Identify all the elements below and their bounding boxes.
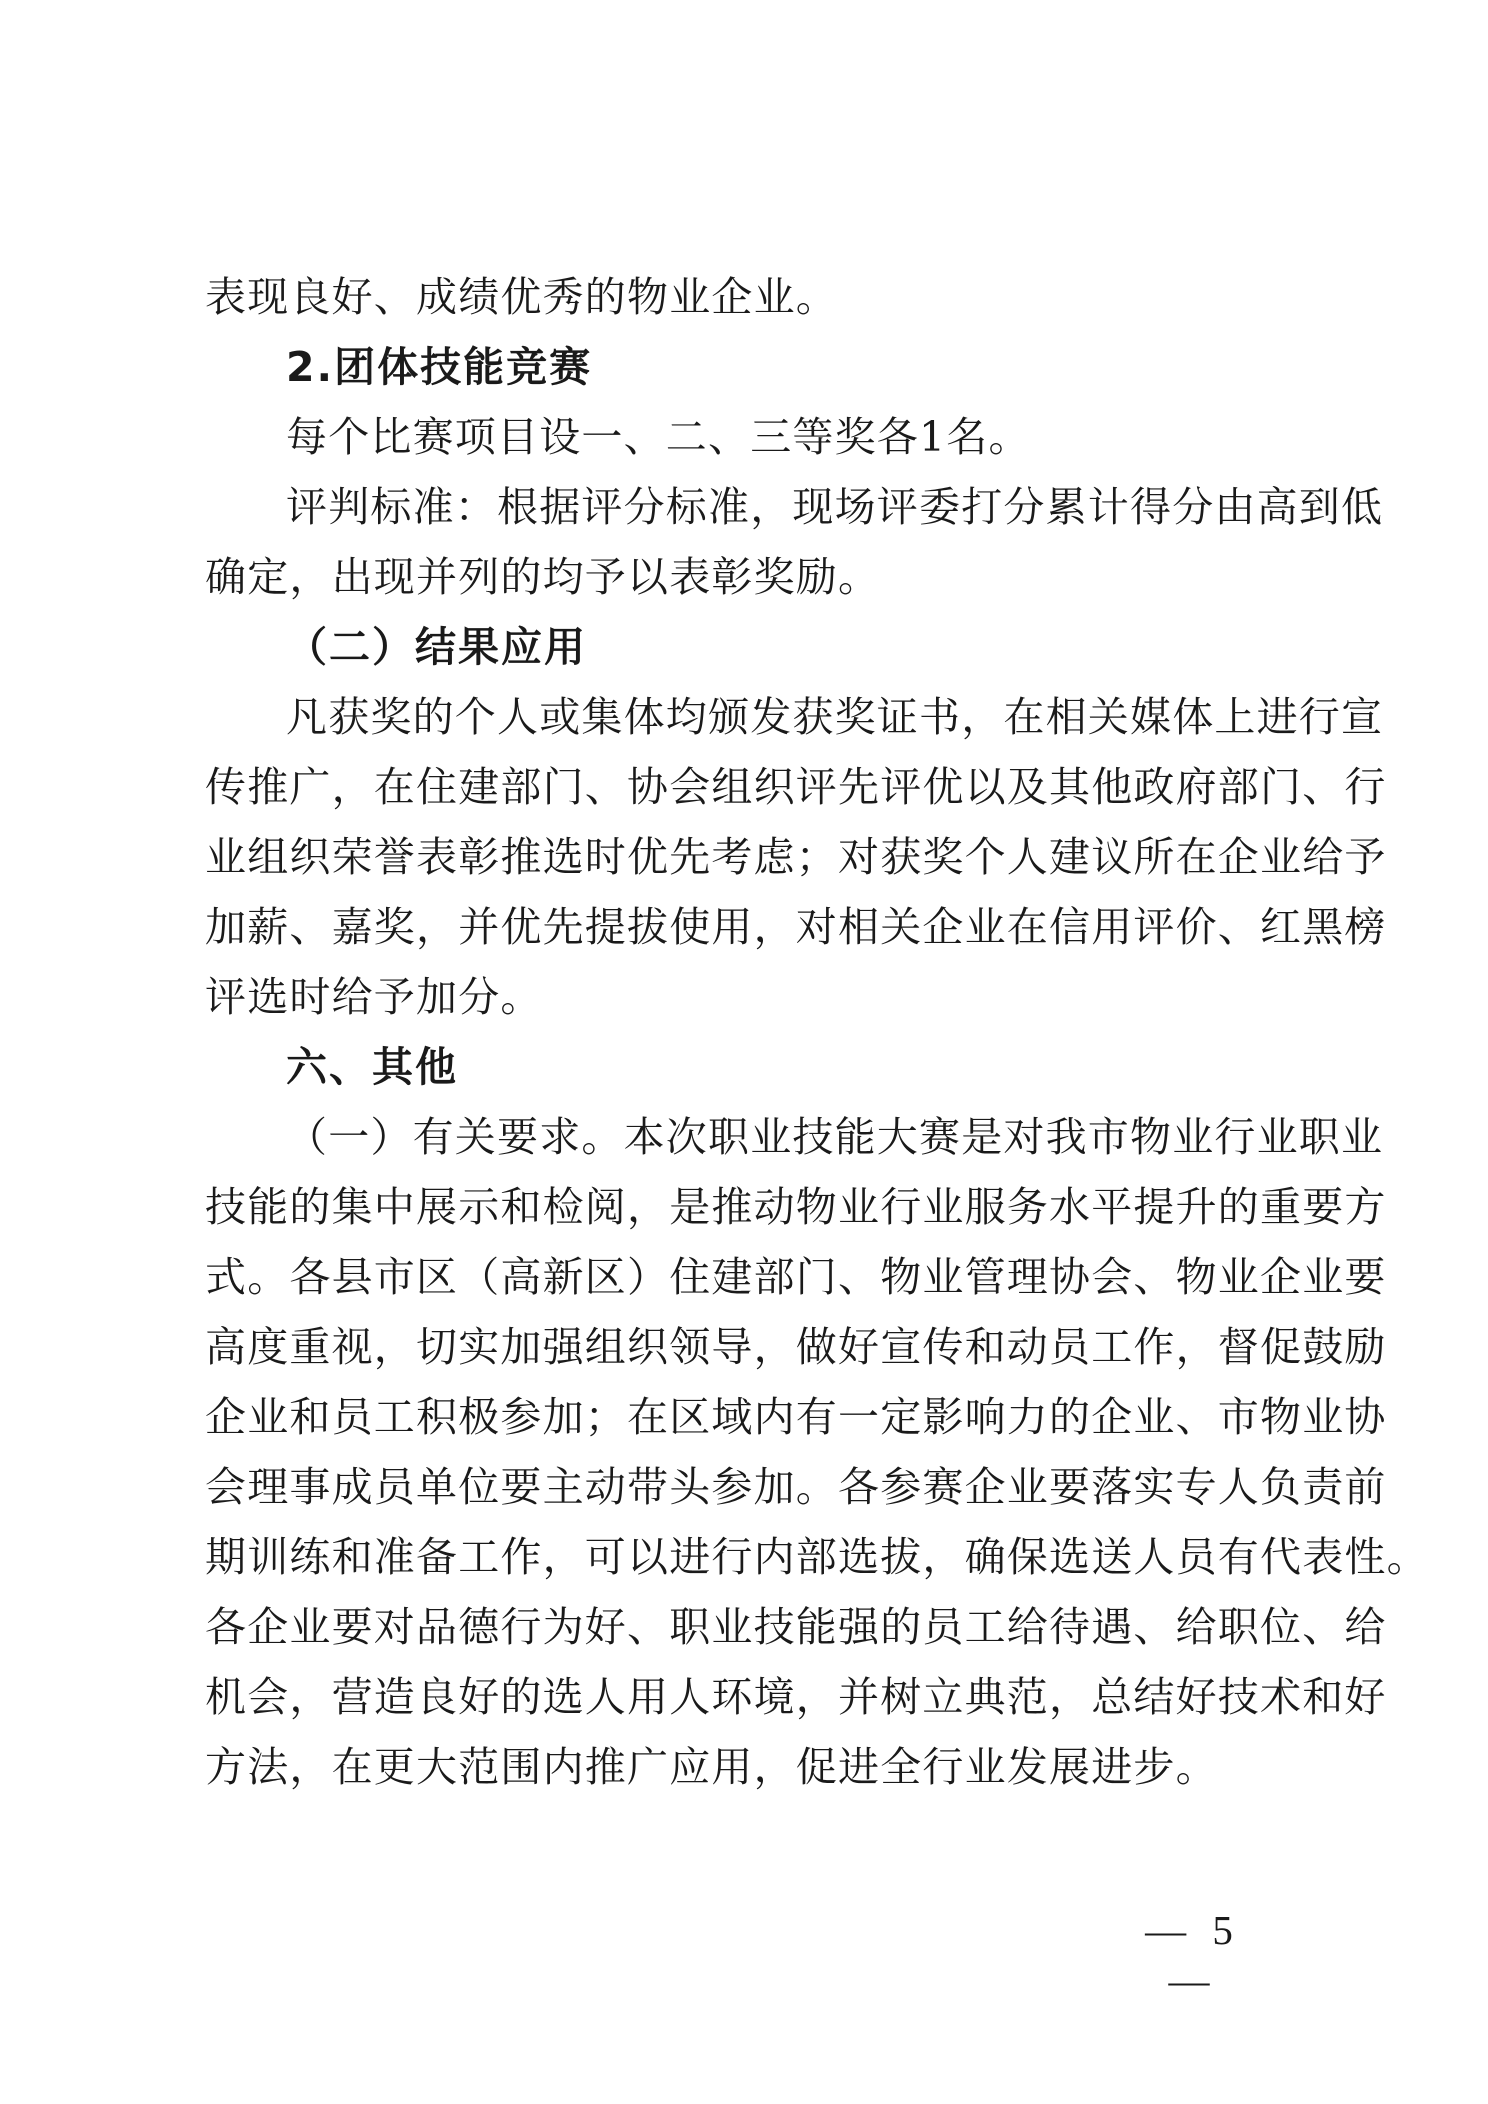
- body-text-line: （一）有关要求。本次职业技能大赛是对我市物业行业职业: [286, 1113, 1384, 1161]
- body-text-line: 机会，营造良好的选人用人环境，并树立典范，总结好技术和好: [205, 1673, 1387, 1721]
- body-text-line: 期训练和准备工作，可以进行内部选拔，确保选送人员有代表性。: [205, 1533, 1429, 1581]
- body-text-line: 各企业要对品德行为好、职业技能强的员工给待遇、给职位、给: [205, 1603, 1387, 1651]
- chapter-heading: 六、其他: [286, 1043, 458, 1091]
- section-heading: （二）结果应用: [286, 623, 587, 671]
- subsection-heading: 2.团体技能竞赛: [286, 343, 593, 391]
- body-text-line: 每个比赛项目设一、二、三等奖各1名。: [286, 413, 1031, 461]
- body-text-line: 凡获奖的个人或集体均颁发获奖证书，在相关媒体上进行宣: [286, 693, 1384, 741]
- body-text-line: 方法，在更大范围内推广应用，促进全行业发展进步。: [205, 1743, 1218, 1791]
- body-text-line: 评选时给予加分。: [205, 973, 543, 1021]
- body-text-line: 确定，出现并列的均予以表彰奖励。: [205, 553, 881, 601]
- body-text-line: 加薪、嘉奖，并优先提拔使用，对相关企业在信用评价、红黑榜: [205, 903, 1387, 951]
- body-text-line: 会理事成员单位要主动带头参加。各参赛企业要落实专人负责前: [205, 1463, 1387, 1511]
- page-number: — 5 —: [1145, 1907, 1241, 2003]
- body-text-line: 业组织荣誉表彰推选时优先考虑；对获奖个人建议所在企业给予: [205, 833, 1387, 881]
- body-text-line: 表现良好、成绩优秀的物业企业。: [205, 273, 838, 321]
- body-text-line: 技能的集中展示和检阅，是推动物业行业服务水平提升的重要方: [205, 1183, 1387, 1231]
- body-text-line: 式。各县市区（高新区）住建部门、物业管理协会、物业企业要: [205, 1253, 1387, 1301]
- body-text-line: 传推广，在住建部门、协会组织评先评优以及其他政府部门、行: [205, 763, 1387, 811]
- body-text-line: 企业和员工积极参加；在区域内有一定影响力的企业、市物业协: [205, 1393, 1387, 1441]
- body-text-line: 高度重视，切实加强组织领导，做好宣传和动员工作，督促鼓励: [205, 1323, 1387, 1371]
- body-text-line: 评判标准：根据评分标准，现场评委打分累计得分由高到低: [286, 483, 1384, 531]
